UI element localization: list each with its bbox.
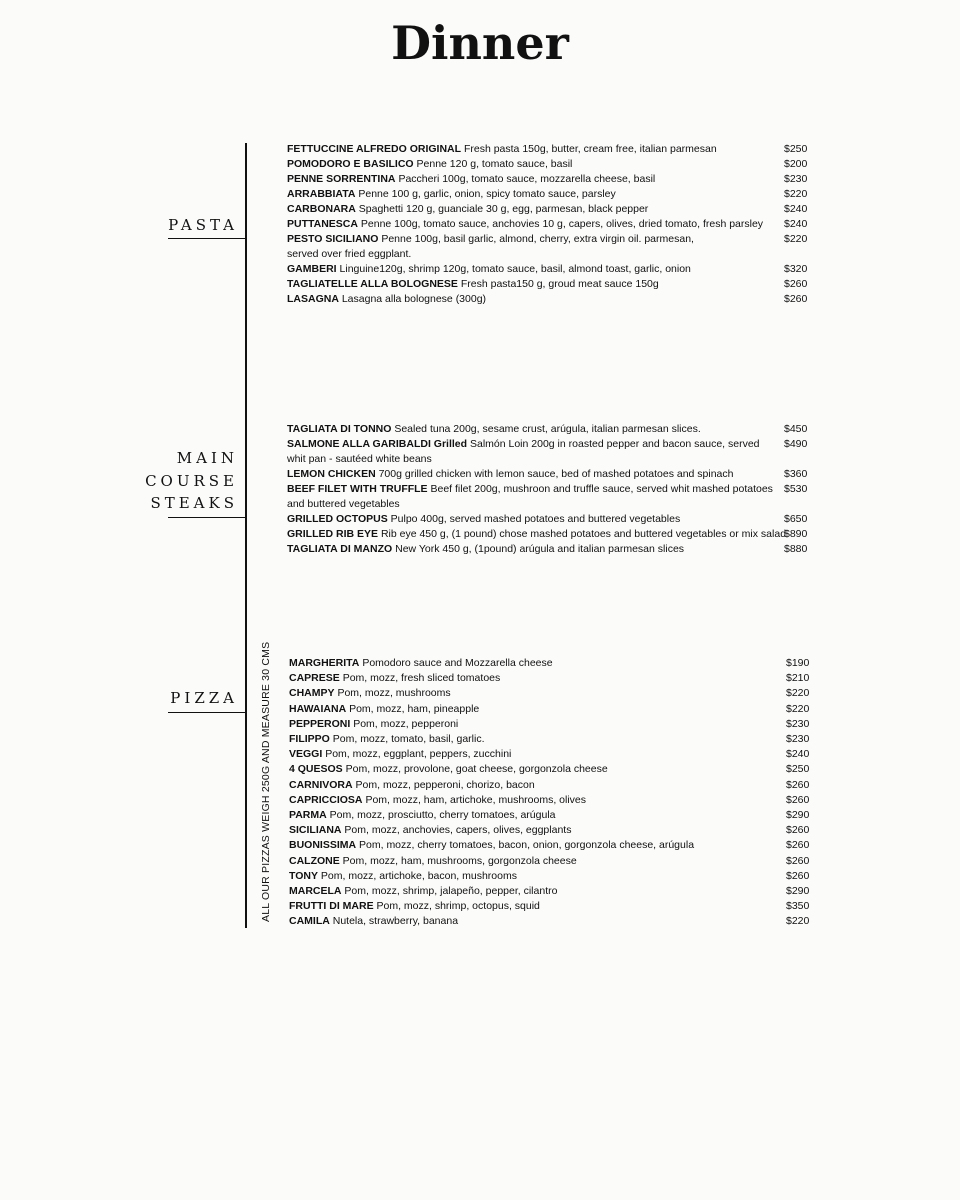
- item-description-continued: served over fried eggplant.: [287, 248, 412, 260]
- item-description: Penne 100g, tomato sauce, anchovies 10 g, capers, olives, dried tomato, fresh parsley: [360, 218, 764, 230]
- item-price: $220: [786, 687, 810, 700]
- item-price: $260: [784, 278, 808, 290]
- item-description: Rib eye 450 g, (1 pound) chose mashed potatoes and buttered vegetables or mix salad: [380, 528, 787, 540]
- section-label-pizza: [170, 687, 238, 710]
- item-price: $490: [784, 438, 808, 450]
- item-description-continued: and buttered vegetables: [287, 498, 400, 510]
- item-name: PUTTANESCA: [287, 218, 358, 230]
- item-description: Pulpo 400g, served mashed potatoes and buttered vegetables: [390, 513, 681, 525]
- menu-item: [287, 542, 777, 557]
- menu-item: [287, 262, 777, 277]
- menu-item: [289, 823, 779, 838]
- item-name: VEGGI: [289, 748, 323, 761]
- item-price: $260: [786, 854, 810, 867]
- menu-item: [289, 838, 779, 853]
- item-description: Pom, mozz, tomato, basil, garlic.: [332, 733, 485, 745]
- item-description: Nutela, strawberry, banana: [332, 915, 459, 928]
- item-description: Pom, mozz, mushrooms: [337, 687, 451, 700]
- item-description: Pom, mozz, provolone, goat cheese, gorgonzola cheese: [345, 763, 608, 776]
- section-label-line: STEAKS: [150, 494, 238, 512]
- item-price: $220: [784, 233, 808, 245]
- item-price: $260: [786, 778, 810, 791]
- section-rule-pizza: [168, 712, 245, 713]
- item-price: $240: [784, 218, 808, 230]
- item-name: PENNE SORRENTINA: [287, 173, 396, 185]
- section-label-main: [145, 447, 238, 515]
- item-description: Pom, mozz, pepperoni, chorizo, bacon: [355, 778, 535, 791]
- section-label-line: PIZZA: [170, 689, 238, 707]
- item-name: CAPRICCIOSA: [289, 793, 363, 806]
- section-rule-main: [168, 517, 245, 518]
- item-name: TAGLIATA DI TONNO: [287, 423, 392, 435]
- item-description: Pom, mozz, ham, mushrooms, gorgonzola cheese: [342, 854, 577, 867]
- item-description: Pom, mozz, pepperoni: [353, 717, 459, 730]
- item-price: $200: [784, 158, 808, 170]
- item-name: CARNIVORA: [289, 778, 353, 791]
- item-price: $250: [784, 143, 808, 155]
- section-label-line: COURSE: [145, 471, 238, 490]
- item-description: Penne 100g, basil garlic, almond, cherry, extra virgin oil. parmesan,: [381, 233, 694, 245]
- menu-item: [287, 157, 777, 172]
- item-name: FILIPPO: [289, 733, 330, 745]
- menu-item: [289, 747, 779, 762]
- item-description: Spaghetti 120 g, guanciale 30 g, egg, parmesan, black pepper: [358, 203, 649, 215]
- item-price: $220: [786, 702, 810, 715]
- section-label-line: PASTA: [168, 216, 238, 234]
- item-description: Pomodoro sauce and Mozzarella cheese: [362, 657, 553, 669]
- item-description: Fresh pasta 150g, butter, cream free, italian parmesan: [463, 143, 717, 155]
- menu-item: [289, 854, 779, 869]
- menu-item: [289, 686, 779, 701]
- item-name: GRILLED RIB EYE: [287, 528, 379, 540]
- section-label-pasta: [168, 214, 238, 237]
- item-description: Sealed tuna 200g, sesame crust, arúgula, italian parmesan slices.: [394, 423, 701, 435]
- vertical-divider: [245, 143, 247, 928]
- item-price: $320: [784, 263, 808, 275]
- menu-item: [289, 884, 779, 899]
- menu-item: [287, 202, 777, 217]
- item-price: $260: [784, 293, 808, 305]
- menu-item: [287, 187, 777, 202]
- item-description: Paccheri 100g, tomato sauce, mozzarella cheese, basil: [398, 173, 656, 185]
- item-description: New York 450 g, (1pound) arúgula and italian parmesan slices: [395, 543, 685, 555]
- item-price: $360: [784, 468, 808, 480]
- item-name: PESTO SICILIANO: [287, 233, 379, 245]
- item-name: CAPRESE: [289, 672, 340, 685]
- menu-item: [289, 808, 779, 823]
- item-price: $260: [786, 869, 810, 882]
- item-price: $240: [786, 748, 810, 761]
- item-description: Pom, mozz, ham, pineapple: [349, 702, 480, 715]
- menu-item: [289, 869, 779, 884]
- item-description: Lasagna alla bolognese (300g): [341, 293, 487, 305]
- item-name: GRILLED OCTOPUS: [287, 513, 388, 525]
- menu-item: [287, 217, 777, 232]
- item-name: BUONISSIMA: [289, 839, 357, 852]
- item-price: $220: [786, 915, 810, 928]
- item-name: HAWAIANA: [289, 702, 347, 715]
- menu-item: [287, 482, 777, 512]
- item-name: FETTUCCINE ALFREDO ORIGINAL: [287, 143, 462, 155]
- item-description-continued: whit pan - sautéed white beans: [287, 453, 432, 465]
- item-price: $450: [784, 423, 808, 435]
- menu-item: [287, 277, 777, 292]
- item-description: Pom, mozz, ham, artichoke, mushrooms, olives: [365, 793, 587, 806]
- item-description: Pom, mozz, fresh sliced tomatoes: [342, 672, 501, 685]
- item-name: PEPPERONI: [289, 717, 351, 730]
- menu-item: [289, 778, 779, 793]
- item-description: 700g grilled chicken with lemon sauce, bed of mashed potatoes and spinach: [378, 468, 734, 480]
- item-description: Pom, mozz, shrimp, jalapeño, pepper, cilantro: [344, 885, 558, 897]
- menu-item: [287, 172, 777, 187]
- menu-item: [289, 702, 779, 717]
- item-price: $290: [786, 809, 810, 821]
- item-price: $350: [786, 900, 810, 913]
- item-description: Penne 100 g, garlic, onion, spicy tomato sauce, parsley: [358, 188, 616, 200]
- item-name: SALMONE ALLA GARIBALDI Grilled: [287, 438, 468, 450]
- item-description: Pom, mozz, artichoke, bacon, mushrooms: [320, 869, 517, 882]
- menu-item: [289, 914, 779, 929]
- menu-item: [289, 762, 779, 777]
- menu-item: [287, 422, 777, 437]
- menu-item: [287, 527, 787, 542]
- menu-item: [289, 717, 779, 732]
- item-price: $260: [786, 824, 810, 837]
- item-price: $250: [786, 763, 810, 776]
- item-price: $190: [786, 657, 810, 669]
- item-description: Salmón Loin 200g in roasted pepper and bacon sauce, served: [469, 438, 760, 450]
- item-name: TONY: [289, 869, 318, 882]
- item-name: BEEF FILET WITH TRUFFLE: [287, 483, 428, 495]
- item-name: FRUTTI DI MARE: [289, 900, 374, 913]
- item-price: $220: [784, 188, 808, 200]
- item-name: POMODORO E BASILICO: [287, 158, 414, 170]
- item-price: $290: [786, 885, 810, 897]
- item-name: SICILIANA: [289, 824, 342, 837]
- pizza-size-note: ALL OUR PIZZAS WEIGH 250G AND MEASURE 30 CMS: [260, 641, 272, 922]
- item-name: CAMILA: [289, 915, 330, 928]
- item-name: CALZONE: [289, 854, 340, 867]
- menu-item: [287, 437, 777, 467]
- item-name: LEMON CHICKEN: [287, 468, 376, 480]
- item-description: Pom, mozz, eggplant, peppers, zucchini: [325, 748, 512, 761]
- item-name: CHAMPY: [289, 687, 335, 700]
- item-price: $650: [784, 513, 808, 525]
- item-description: Linguine120g, shrimp 120g, tomato sauce, basil, almond toast, garlic, onion: [339, 263, 691, 275]
- menu-item: [287, 292, 777, 307]
- menu-item: [289, 656, 779, 671]
- item-name: CARBONARA: [287, 203, 356, 215]
- item-name: TAGLIATELLE ALLA BOLOGNESE: [287, 278, 458, 290]
- menu-item: [289, 732, 779, 747]
- item-price: $210: [786, 672, 810, 685]
- item-name: ARRABBIATA: [287, 188, 356, 200]
- item-description: Fresh pasta150 g, groud meat sauce 150g: [460, 278, 659, 290]
- item-name: MARCELA: [289, 885, 342, 897]
- menu-item: [289, 899, 779, 914]
- item-description: Penne 120 g, tomato sauce, basil: [416, 158, 573, 170]
- item-price: $230: [786, 733, 810, 745]
- item-name: GAMBERI: [287, 263, 337, 275]
- item-name: PARMA: [289, 809, 327, 821]
- menu-item: [287, 467, 777, 482]
- item-price: $260: [786, 793, 810, 806]
- menu-item: [289, 671, 779, 686]
- item-description: Pom, mozz, shrimp, octopus, squid: [376, 900, 540, 913]
- item-description: Pom, mozz, prosciutto, cherry tomatoes, arúgula: [329, 809, 556, 821]
- menu-item: [287, 142, 777, 157]
- item-description: Pom, mozz, cherry tomatoes, bacon, onion, gorgonzola cheese, arúgula: [359, 839, 695, 852]
- item-price: $890: [784, 528, 808, 540]
- item-description: Pom, mozz, anchovies, capers, olives, eggplants: [344, 824, 572, 837]
- menu-title: Dinner: [391, 16, 569, 70]
- section-rule-pasta: [168, 238, 245, 239]
- item-description: Beef filet 200g, mushroon and truffle sauce, served whit mashed potatoes: [430, 483, 773, 495]
- item-price: $880: [784, 543, 808, 555]
- item-name: 4 QUESOS: [289, 763, 343, 776]
- section-label-line: MAIN: [176, 449, 238, 467]
- item-name: TAGLIATA DI MANZO: [287, 543, 393, 555]
- item-price: $530: [784, 483, 808, 495]
- menu-item: [289, 793, 779, 808]
- item-price: $230: [784, 173, 808, 185]
- menu-item: [287, 232, 777, 262]
- item-price: $240: [784, 203, 808, 215]
- item-price: $230: [786, 717, 810, 730]
- item-name: LASAGNA: [287, 293, 339, 305]
- item-price: $260: [786, 839, 810, 852]
- item-name: MARGHERITA: [289, 657, 360, 669]
- menu-item: [287, 512, 777, 527]
